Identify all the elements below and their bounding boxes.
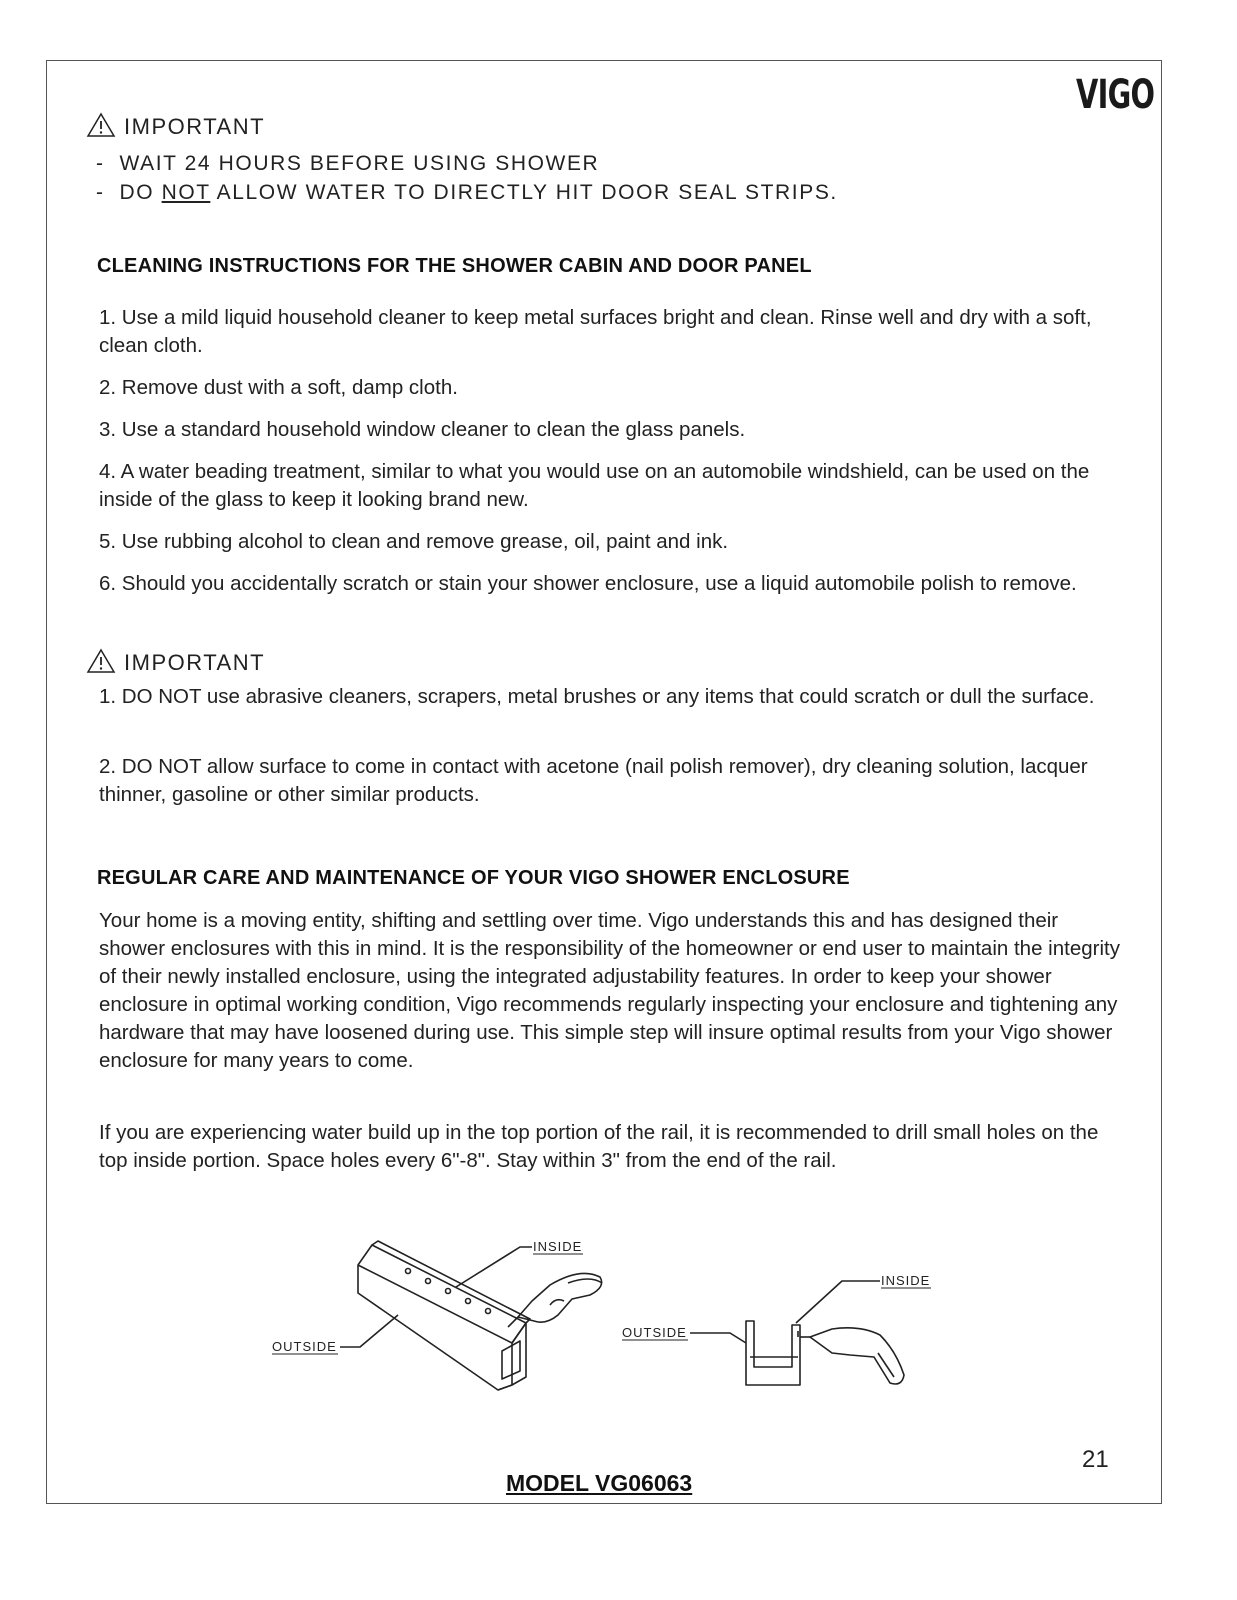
model-number: MODEL VG06063	[506, 1470, 693, 1496]
brand-logo: VIGO	[1076, 72, 1155, 118]
important-title-2: IMPORTANT	[124, 650, 266, 675]
important-heading-1	[86, 112, 265, 140]
important-title-1: IMPORTANT	[124, 114, 266, 139]
cleaning-item-6: 6. Should you accidentally scratch or stain your shower enclosure, use a liquid automobile polish to remove.	[99, 572, 1077, 595]
important-line-1: - WAIT 24 HOURS BEFORE USING SHOWER	[96, 152, 600, 175]
warning-icon	[86, 648, 116, 674]
label-outside-right: OUTSIDE	[622, 1325, 687, 1340]
cleaning-item-1: 1. Use a mild liquid household cleaner to keep metal surfaces bright and clean. Rinse well and dry with a soft, clean cloth.	[99, 306, 1092, 357]
rail-cross-section-drawing	[746, 1321, 800, 1385]
drill-icon	[800, 1328, 904, 1384]
maintenance-heading: REGULAR CARE AND MAINTENANCE OF YOUR VIGO SHOWER ENCLOSURE	[97, 867, 850, 889]
cleaning-item-5: 5. Use rubbing alcohol to clean and remove grease, oil, paint and ink.	[99, 530, 729, 553]
rail-perspective-drawing	[358, 1241, 530, 1390]
important-item-1: 1. DO NOT use abrasive cleaners, scrapers, metal brushes or any items that could scratch or dull the surface.	[99, 685, 1095, 708]
label-outside-left: OUTSIDE	[272, 1339, 337, 1354]
cleaning-heading: CLEANING INSTRUCTIONS FOR THE SHOWER CABIN AND DOOR PANEL	[97, 255, 812, 277]
cleaning-item-3: 3. Use a standard household window cleaner to clean the glass panels.	[99, 418, 746, 441]
underlined-not: NOT	[161, 181, 211, 204]
important-heading-2	[86, 648, 265, 676]
label-inside-right: INSIDE	[881, 1273, 931, 1288]
label-inside-left: INSIDE	[533, 1239, 583, 1254]
rail-drilling-diagram	[250, 1225, 950, 1405]
important-line-2: - DO NOT ALLOW WATER TO DIRECTLY HIT DOOR SEAL STRIPS.	[96, 181, 838, 204]
important-item-2: 2. DO NOT allow surface to come in contact with acetone (nail polish remover), dry cleaning solution, lacquer thinner, gasoline or other similar products.	[99, 755, 1088, 806]
cleaning-item-2: 2. Remove dust with a soft, damp cloth.	[99, 376, 458, 399]
drill-icon	[508, 1273, 602, 1327]
cleaning-item-4: 4. A water beading treatment, similar to what you would use on an automobile windshield, can be used on the inside of the glass to keep it looking brand new.	[99, 460, 1090, 511]
maintenance-paragraph-2: If you are experiencing water build up in the top portion of the rail, it is recommended to drill small holes on the top inside portion. Space holes every 6"-8". Stay within 3" from the end of the rail.	[99, 1121, 1099, 1172]
page-number: 21	[1082, 1446, 1109, 1473]
warning-icon	[86, 112, 116, 138]
maintenance-paragraph-1: Your home is a moving entity, shifting and settling over time. Vigo understands this and has designed their shower enclosures with this in mind. It is the responsibility of the homeowner or end user to maintain the integrity of their newly installed enclosure, using the integrated adjustability features. In order to keep your shower enclosure in optimal working condition, Vigo recommends regularly inspecting your enclosure and tightening any hardware that may have loosened during use. This simple step will insure optimal results from your Vigo shower enclosure for many years to come.	[99, 909, 1120, 1072]
